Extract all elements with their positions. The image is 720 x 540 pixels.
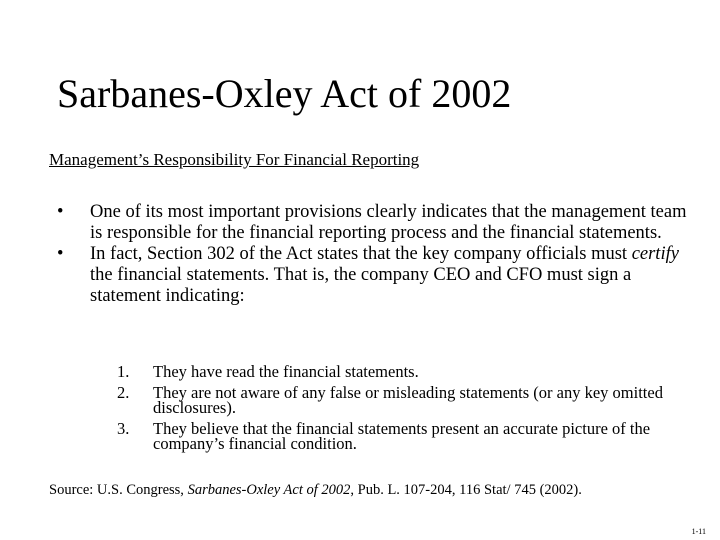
bullet-list [49, 202, 689, 307]
slide-title: Sarbanes-Oxley Act of 2002 [57, 71, 512, 116]
source-prefix: Source: U.S. Congress, [49, 482, 188, 498]
bullet-text-emphasis: certify [631, 244, 679, 264]
numbered-item [117, 364, 687, 380]
numbered-text: They believe that the financial statements present an accurate picture of the company’s financial condition. [153, 418, 651, 453]
numbered-text: They have read the financial statements. [153, 362, 419, 381]
numbered-marker: 1. [117, 362, 130, 381]
bullet-text-part: the financial statements. That is, the company CEO and CFO must sign a statement indicating: [90, 265, 632, 306]
bullet-text [90, 202, 689, 244]
bullet-item [49, 244, 689, 307]
bullet-text-part: One of its most important provisions clearly indicates that the management team is responsible for the financial reporting process and the financial statements. [90, 202, 687, 243]
numbered-marker: 3. [117, 418, 130, 438]
source-citation [49, 482, 582, 499]
source-title: Sarbanes-Oxley Act of 2002 [187, 482, 351, 498]
numbered-item [117, 418, 687, 453]
bullet-text [90, 244, 689, 307]
numbered-list [117, 364, 687, 457]
numbered-text: They are not aware of any false or misleading statements (or any key omitted disclosures). [153, 382, 663, 417]
numbered-item [117, 382, 687, 417]
bullet-marker: • [57, 202, 64, 222]
numbered-marker: 2. [117, 382, 130, 402]
bullet-item [49, 202, 689, 244]
bullet-marker: • [57, 244, 64, 264]
page-number: 1-11 [691, 527, 706, 536]
source-suffix: , Pub. L. 107-204, 116 Stat/ 745 (2002). [350, 482, 582, 498]
section-subheading: Management’s Responsibility For Financial Reporting [49, 150, 420, 169]
bullet-text-part: In fact, Section 302 of the Act states that the key company officials must [90, 244, 632, 264]
